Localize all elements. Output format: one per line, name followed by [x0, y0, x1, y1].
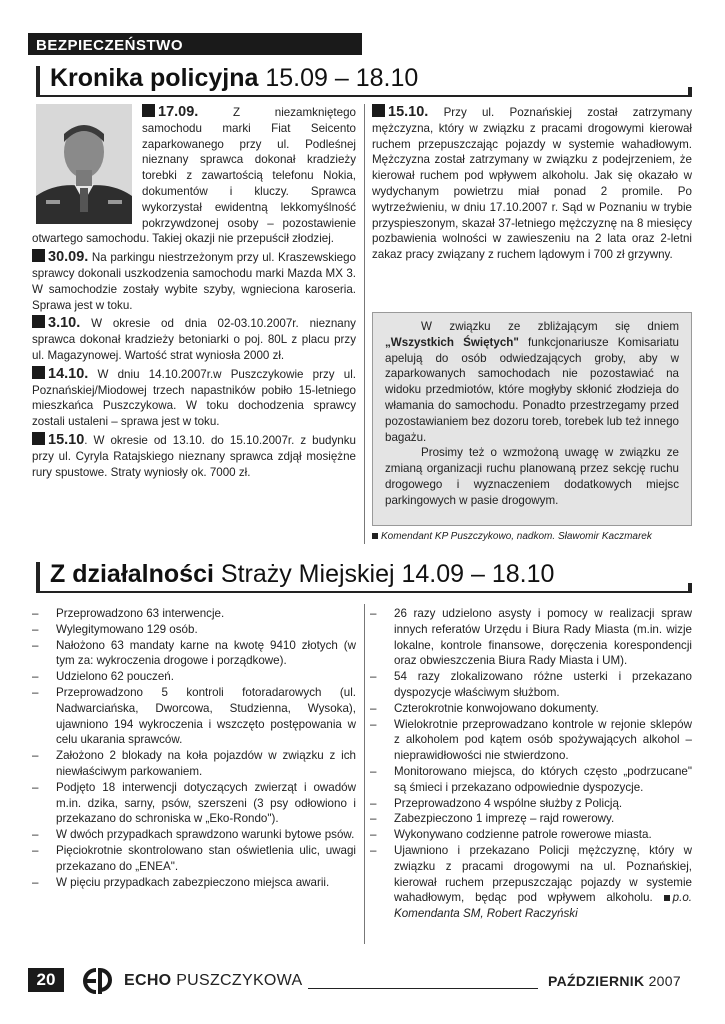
appeal-box [372, 312, 692, 526]
guard-list-left [30, 606, 356, 890]
section-label: BEZPIECZEŃSTWO [28, 33, 362, 55]
bullet-square-icon [664, 895, 670, 901]
police-column-left [32, 104, 356, 482]
bullet-square-icon [142, 104, 155, 117]
list-item: – Wykonywano codzienne patrole rowerowe miasta. [368, 827, 692, 843]
bullet-square-icon [372, 533, 378, 539]
police-entry: 30.09. Na parkingu niestrzeżonym przy ul. Kraszewskiego sprawcy dokonali uszkodzenia samochodu marki Mazda MX 3. W samochodzie zostały wybite szyby, wgnieciona karoseria. Sprawa jest w toku. [32, 249, 356, 312]
list-item: – 26 razy udzielono asysty i pomocy w realizacji spraw innych referatów Urzędu i Biura Rady Miasta (m.in. wizje lokalne, kontrole finansowe, doręczenia korespondencji oraz obwieszczenia Biura Rady Miasta i UM). [368, 606, 692, 669]
headline-police-bold: Kronika policyjna [50, 64, 259, 92]
rule-end-tick [688, 583, 692, 592]
list-item: – W pięciu przypadkach zabezpieczono miejsca awarii. [30, 875, 356, 891]
guard-column-right [368, 606, 692, 922]
bullet-square-icon [372, 104, 385, 117]
bullet-square-icon [32, 366, 45, 379]
publication-name: ECHO PUSZCZYKOWA [124, 972, 303, 989]
column-divider [364, 604, 365, 944]
rule-end-tick [688, 87, 692, 96]
list-item: – Podjęto 18 interwencji dotyczących zwierząt i owadów m.in. dzika, sarny, psów, szerszeni (3 psy odłowiono i przekazano do schroniska w „Eko-Rondo"). [30, 780, 356, 827]
bullet-square-icon [32, 315, 45, 328]
bullet-square-icon [32, 432, 45, 445]
list-item: – Udzielono 62 pouczeń. [30, 669, 356, 685]
police-entry: 15.10. Przy ul. Poznańskiej został zatrzymany mężczyzna, który w związku z pracami drogowymi kierował ruchem przepuszczając pojazdy w systemie wahadłowym. Mężczyzna został zatrzymany w związku z podejrzeniem, że kierował ruchem pod wpływem alkoholu. Jak się okazało w wydychanym powietrzu miał ponad 2 promile. Po wytrzeźwieniu, w dniu 17.10.2007 r. Sąd w Poznaniu w trybie przyspieszonym, skazał 37-letniego mężczyznę na 8 miesięcy pozbawienia wolności w zawieszeniu na 2 lata oraz 2-letni zakaz pracy związany z ruchem lądowym i 700 zł grzywny. [372, 104, 692, 262]
police-entry: 3.10. W okresie od dnia 02-03.10.2007r. nieznany sprawca dokonał kradzieży betoniarki o poj. 80L z placu przy ul. Magazynowej. Wartość strat wyniosła 2000 zł. [32, 315, 356, 362]
police-entry: 14.10. W dniu 14.10.2007r.w Puszczykowie przy ul. Poznańskiej/Miodowej trzech napastników pobiło 15-letniego mieszkańca Puszczykowa. W toku dochodzenia sprawcy zostali ustaleni – sprawa jest w toku. [32, 365, 356, 429]
headline-rule [36, 95, 692, 97]
list-item: – Zabezpieczono 1 imprezę – rajd rowerowy. [368, 811, 692, 827]
list-item: – 54 razy zlokalizowano różne usterki i przekazano dyspozycje właściwym służbom. [368, 669, 692, 701]
list-item: – Przeprowadzono 63 interwencje. [30, 606, 356, 622]
list-item: – Czterokrotnie konwojowano dokumenty. [368, 701, 692, 717]
echo-logo-icon [76, 966, 120, 1001]
police-column-right [372, 104, 692, 265]
list-item: – Nałożono 63 mandaty karne na kwotę 9410 złotych (w tym za: wykroczenia drogowe i porządkowe). [30, 638, 356, 670]
headline-guard-dates: Straży Miejskiej 14.09 – 18.10 [220, 560, 555, 588]
appeal-paragraph: W związku ze zbliżającym się dniem „Wszystkich Świętych" funkcjonariusze Komisariatu apelują do osób odwiedzających groby, aby w zaparkowanych samochodach nie pozostawiać na widoku przedmiotów, które mogłyby skłonić złodzieja do włamania do samochodu. Ponadto przestrzegamy przed pozostawianiem bez dozoru toreb, torebek lub też innego bagażu. [385, 320, 679, 444]
list-item: – W dwóch przypadkach sprawdzono warunki bytowe psów. [30, 827, 356, 843]
headline-bar [36, 562, 40, 592]
footer-rule [308, 988, 538, 989]
headline-bar [36, 66, 40, 96]
guard-column-left [30, 606, 356, 890]
headline-guard [50, 560, 554, 589]
list-item: – Ujawniono i przekazano Policji mężczyznę, który w związku z pracami drogowymi na ul. Poznańskiej, kierował ruchem przepuszczając pojazdy w systemie wahadłowym, będąc pod wpływem alkoholu. p.o. Komendanta SM, Robert Raczyński [368, 843, 692, 922]
page-number: 20 [28, 968, 64, 992]
headline-rule [36, 591, 692, 593]
guard-list-right [368, 606, 692, 922]
appeal-paragraph: Prosimy też o wzmożoną uwagę w związku ze zmianą organizacji ruchu planowaną przez sekcję ruchu drogowego i wyznaczeniem dodatkowych miejsc parkingowych w pasie drogowym. [385, 446, 679, 507]
appeal-signature: Komendant KP Puszczykowo, nadkom. Sławomir Kaczmarek [372, 531, 652, 542]
headline-guard-bold: Z działalności [50, 560, 214, 588]
list-item: – Przeprowadzono 5 kontroli fotoradarowych (ul. Nadwarciańska, Dworcowa, Studzienna, Wysoka), ujawniono 194 wykroczenia i wszczęto postępowania w celu ukarania sprawców. [30, 685, 356, 748]
list-item: – Monitorowano miejsca, do których często „podrzucane" są śmieci i przekazano odpowiednie dyspozycje. [368, 764, 692, 796]
officer-portrait-icon [36, 104, 132, 224]
guard-signature: p.o. Komendanta SM, Robert Raczyński [394, 891, 692, 921]
list-item: – Pięciokrotnie skontrolowano stan oświetlenia ulic, uwagi przekazano do „ENEA". [30, 843, 356, 875]
list-item: – Założono 2 blokady na koła pojazdów w związku z ich niewłaściwym parkowaniem. [30, 748, 356, 780]
police-entry: 17.09. Z niezamkniętego samochodu marki Fiat Seicento zaparkowanego przy ul. Podleśnej nieznany sprawca dokonał kradzieży torebki z zawartością telefonu Nokia, dokumentów i kluczy. Sprawca wykorzystał ewidentną lekkomyślność pokrzywdzonej osoby – pozostawienie otwartego samochodu. Takiej okazji nie przepuścił złodziej. [32, 104, 356, 246]
headline-police-dates: 15.09 – 18.10 [265, 64, 419, 92]
list-item: – Wylegitymowano 129 osób. [30, 622, 356, 638]
list-item: – Przeprowadzono 4 wspólne służby z Policją. [368, 796, 692, 812]
police-entry: 15.10. W okresie od 13.10. do 15.10.2007r. z budynku przy ul. Cyryla Ratajskiego nieznany sprawca zdjął mosiężne rury spustowe. Straty wyniosły ok. 7000 zł. [32, 431, 356, 479]
headline-police [50, 64, 418, 93]
bullet-square-icon [32, 249, 45, 262]
officer-photo [36, 104, 132, 224]
list-item: – Wielokrotnie przeprowadzano kontrole w rejonie sklepów z alkoholem pod kątem osób spożywających alkohol – nieprawidłowości nie stwierdzono. [368, 717, 692, 764]
issue-date: PAŹDZIERNIK 2007 [548, 973, 681, 989]
column-divider [364, 104, 365, 544]
